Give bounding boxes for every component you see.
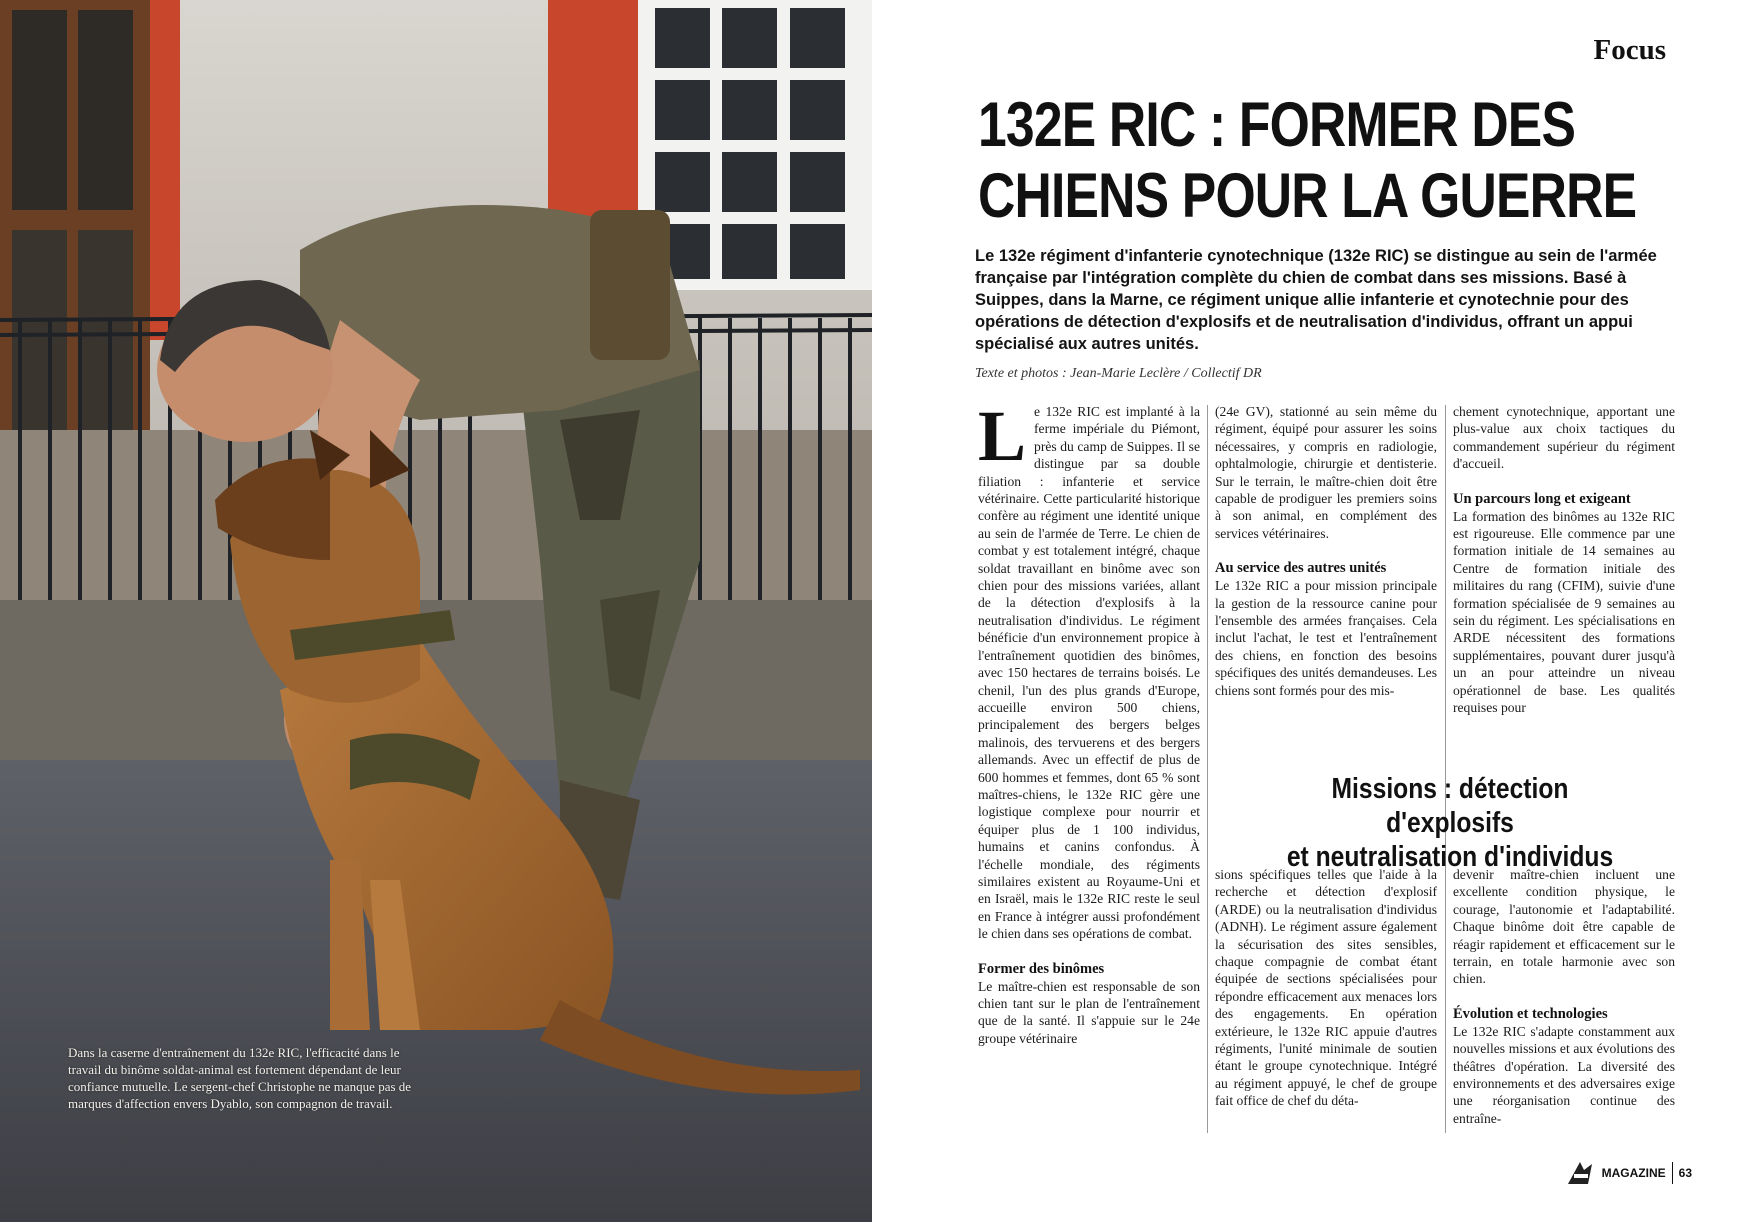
subheading-former: Former des binômes <box>978 960 1105 977</box>
byline: Texte et photos : Jean-Marie Leclère / Collectif DR <box>975 366 1262 381</box>
column-divider <box>1445 405 1446 1133</box>
text-column-3-lower <box>1453 866 1675 1127</box>
pullquote-line: et neutralisation d'individus <box>1286 841 1614 873</box>
pullquote-line: Missions : détection d'explosifs <box>1331 773 1569 839</box>
text-column-2 <box>1215 403 1437 699</box>
page-footer <box>1566 1160 1692 1186</box>
subheading-evolution: Évolution et technologies <box>1453 1005 1608 1022</box>
article-lead: Le 132e régiment d'infanterie cynotechnique (132e RIC) se distingue au sein de l'armée française par l'intégration complète du chien de combat dans ses missions. Basé à Suippes, dans la Marne, ce régiment unique allie infanterie et cynotechnie pour des opérations de détection d'explosifs et de neutralisation d'individus, offrant un appui spécialisé aux autres unités. <box>975 247 1657 353</box>
paragraph: devenir maître-chien incluent une excellente condition physique, le courage, l'autonomie et l'adaptabilité. Chaque binôme doit être capable de réagir rapidement et efficacement sur le terrain, en totale harmonie avec son chien. <box>1453 867 1675 987</box>
paragraph: sions spécifiques telles que l'aide à la recherche et détection d'explosif (ARDE) ou la neutralisation d'individus (ADNH). Le régiment assure également la sécurisation des sites sensibles, chaque compagnie de combat étant équipée de sections spécialisées pour répondre efficacement aux menaces lors des engagements. En opération extérieure, le 132e RIC appuie d'autres régiments, l'unité minimale de soutien étant le groupe cynotechnique. Intégré au régiment appuyé, le chef de groupe fait office de chef du déta- <box>1215 867 1437 1109</box>
pullquote <box>1272 772 1629 874</box>
paragraph: Le 132e RIC a pour mission principale la gestion de la ressource canine pour l'ensemble des armées françaises. Cela inclut l'achat, le test et l'entraînement des chiens, en fonction des besoins spécifiques des unités demandeuses. Les chiens sont formés pour des mis- <box>1215 578 1437 698</box>
article-title <box>978 90 1637 232</box>
paragraph: (24e GV), stationné au sein même du régiment, équipé pour assurer les soins nécessaires, y compris en radiologie, ophtalmologie, chirurgie et dentisterie. Sur le terrain, le maître-chien doit être capable de prodiguer les premiers soins à son animal, en complément des services vétérinaires. <box>1215 404 1437 541</box>
subheading-parcours: Un parcours long et exigeant <box>1453 490 1631 507</box>
section-label: Focus <box>1593 34 1666 66</box>
column-divider <box>1207 405 1208 1133</box>
text-column-3 <box>1453 403 1675 717</box>
page-number: 63 <box>1678 1166 1692 1180</box>
text-column-1 <box>978 396 1200 1047</box>
magazine-label: MAGAZINE <box>1601 1166 1666 1180</box>
magazine-logo-icon <box>1566 1160 1596 1186</box>
paragraph: chement cynotechnique, apportant une plus-value aux choix tactiques du commandement supérieur du régiment d'accueil. <box>1453 404 1675 472</box>
text-column-2-lower <box>1215 866 1437 1110</box>
footer-divider <box>1672 1162 1673 1184</box>
paragraph: La formation des binômes au 132e RIC est rigoureuse. Elle commence par une formation initiale de 14 semaines au Centre de formation initiale des militaires du rang (CFIM), suivie d'une formation spécialisée de 9 semaines au sein du régiment. Les spécialisations en ARDE nécessitent des formations supplémentaires, pouvant durer jusqu'à un an pour atteindre un niveau opérationnel de base. Les qualités requises pour <box>1453 508 1675 716</box>
photo-caption: Dans la caserne d'entraînement du 132e RIC, l'efficacité dans le travail du binôme soldat-animal est fortement dépendant de leur confiance mutuelle. Le sergent-chef Christophe ne manque pas de marques d'affection envers Dyablo, son compagnon de travail. <box>68 1045 412 1111</box>
paragraph: e 132e RIC est implanté à la ferme impériale du Piémont, près du camp de Suippes. Il se distingue par sa double filiation : infanterie et service vétérinaire. Cette particularité historique confère au régiment une identité unique au sein de l'armée de Terre. Le chien de combat y est totalement intégré, chaque soldat travaillant en binôme avec son chien pour des missions variées, allant de la détection d'explosifs à la neutralisation d'individus. Le régiment bénéficie d'un environnement propice à l'entraînement quotidien des binômes, avec 150 hectares de terrains boisés. Le chenil, l'un des plus grands d'Europe, accueille environ 500 chiens, principalement des bergers belges malinois, des tervuerens et des bergers allemands. Avec un effectif de plus de 600 hommes et femmes, dont 65 % sont maîtres-chiens, le 132e RIC gère une logistique complexe pour nourrir et équiper plus de 1 100 individus, humains et canins confondus. À l'échelle mondiale, des régiments similaires existent au Royaume-Uni et en Israël, mais le 132e RIC reste le seul en France à intégrer aussi profondément le chien dans ses opérations de combat. <box>978 404 1200 942</box>
title-line: CHIENS POUR LA GUERRE <box>978 161 1637 231</box>
subheading-service: Au service des autres unités <box>1215 560 1387 577</box>
paragraph: Le maître-chien est responsable de son chien tant sur le plan de l'entraînement que de la santé. Il s'appuie sur le 24e groupe vétérinaire <box>978 978 1200 1046</box>
paragraph: Le 132e RIC s'adapte constamment aux nouvelles missions et aux évolutions des théâtres d'opération. La diversité des environnements et des adversaires exige une réorganisation continue des entraîne- <box>1453 1023 1675 1126</box>
title-line: 132E RIC : FORMER DES <box>978 90 1576 160</box>
dropcap: L <box>978 396 1027 476</box>
